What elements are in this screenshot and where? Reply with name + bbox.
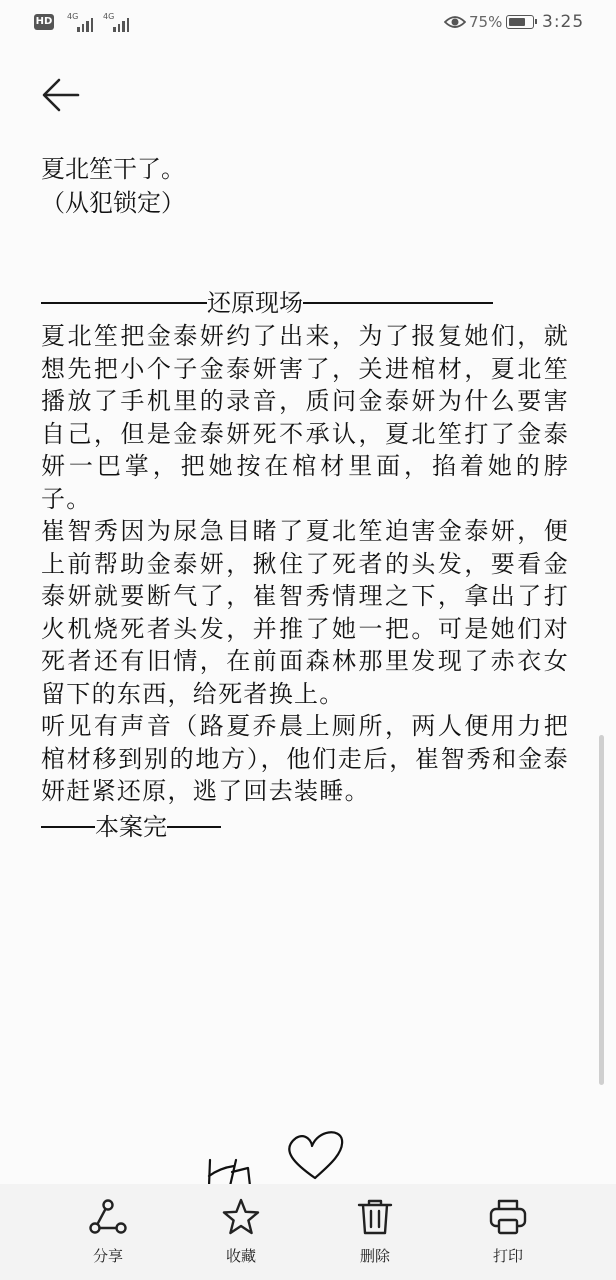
note-content: [41, 152, 569, 844]
section-heading: [41, 286, 569, 320]
hd-badge: HD: [34, 14, 54, 30]
star-icon: [222, 1198, 260, 1236]
paragraph: 听见有声音（路夏乔晨上厕所，两人便用力把棺材移到别的地方），他们走后，崔智秀和金泰妍赶紧还原，逃了回去装睡。: [41, 712, 569, 805]
text-line: （从犯锁定）: [41, 189, 185, 217]
printer-icon: [489, 1198, 527, 1236]
battery-icon: [506, 15, 534, 29]
divider: [41, 302, 207, 304]
signal-icon: [67, 12, 99, 32]
print-button[interactable]: [463, 1184, 553, 1280]
eye-icon: [444, 14, 466, 30]
trash-icon: [356, 1198, 394, 1236]
back-arrow-icon: [38, 72, 84, 118]
divider: [303, 302, 493, 304]
scrollbar[interactable]: [599, 735, 604, 1085]
divider: [167, 826, 221, 828]
print-label: 打印: [492, 1247, 523, 1265]
paragraph: 夏北笙把金泰妍约了出来，为了报复她们，就想先把小个子金泰妍害了，关进棺材，夏北笙播放了手机里的录音，质问金泰妍为什么要害自己，但是金泰妍死不承认，夏北笙打了金泰妍一巴掌，把她按在棺材里面，掐着她的脖子。: [41, 322, 569, 513]
status-bar: [0, 0, 616, 46]
delete-label: 删除: [359, 1247, 390, 1265]
favorite-label: 收藏: [225, 1247, 256, 1265]
sim2-network-label: 4G: [103, 12, 115, 21]
sim1-network-label: 4G: [67, 12, 79, 21]
signal-icon: [103, 12, 135, 32]
text-line: 夏北笙干了。: [41, 155, 185, 183]
divider: [41, 826, 95, 828]
bottom-toolbar: [0, 1184, 616, 1280]
share-button[interactable]: [63, 1184, 153, 1280]
share-icon: [89, 1198, 127, 1236]
end-marker: [41, 810, 569, 844]
battery-percent: 75%: [469, 13, 503, 31]
favorite-button[interactable]: [196, 1184, 286, 1280]
end-marker-text: 本案完: [95, 812, 167, 841]
handwriting-doodle: [200, 1128, 350, 1186]
delete-button[interactable]: [330, 1184, 420, 1280]
clock: 3:25: [542, 12, 585, 32]
share-label: 分享: [92, 1247, 123, 1265]
paragraph: 崔智秀因为尿急目睹了夏北笙迫害金泰妍，便上前帮助金泰妍，揪住了死者的头发，要看金泰妍就要断气了，崔智秀情理之下，拿出了打火机烧死者头发，并推了她一把。可是她们对死者还有旧情，在前面森林那里发现了赤衣女留下的东西，给死者换上。: [41, 517, 569, 708]
back-button[interactable]: [38, 72, 84, 118]
section-heading-text: 还原现场: [207, 289, 303, 317]
